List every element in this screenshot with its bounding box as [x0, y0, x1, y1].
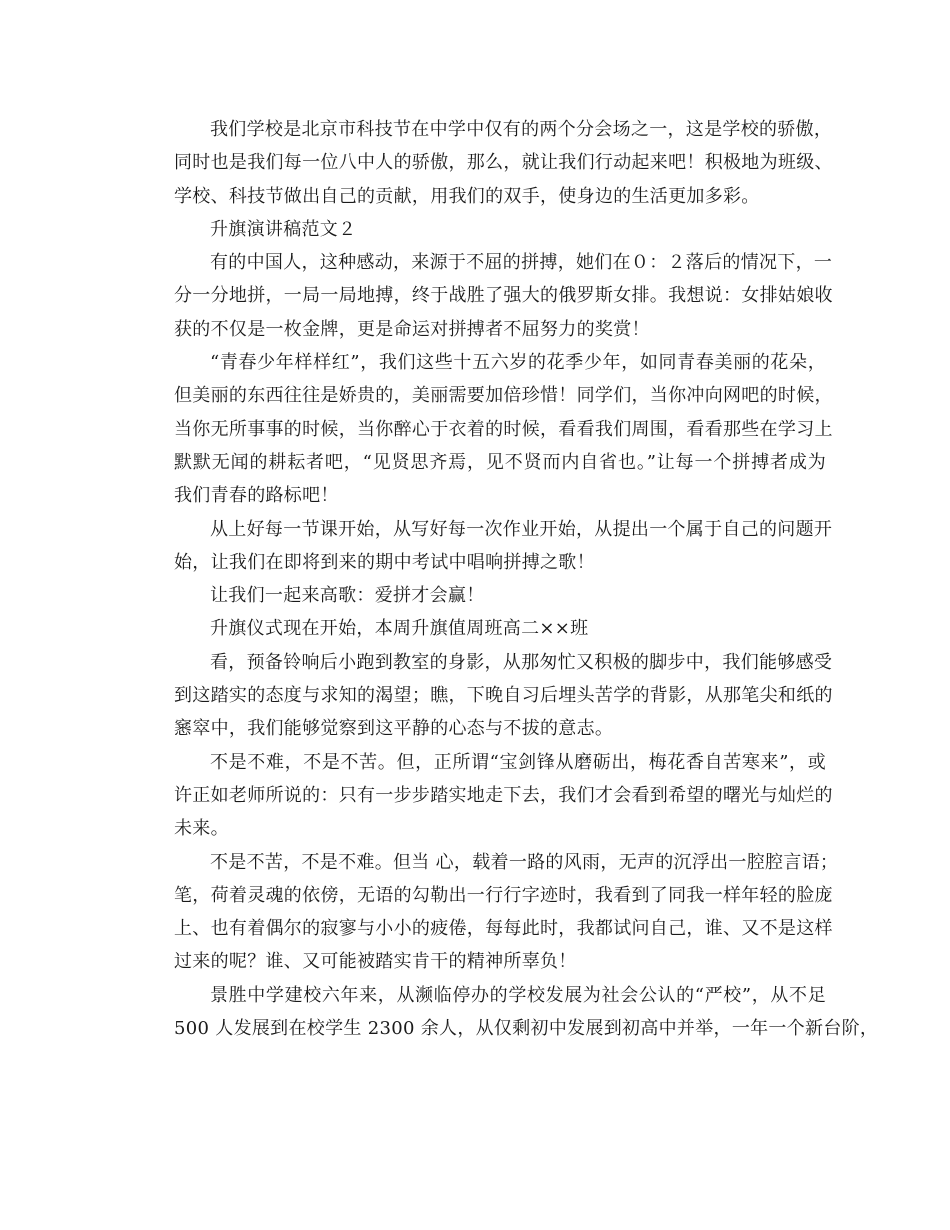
text-line: 从上好每一节课开始，从写好每一次作业开始，从提出一个属于自己的问题开	[210, 518, 833, 540]
text-line: 同时也是我们每一位八中人的骄傲，那么，就让我们行动起来吧！积极地为班级、	[174, 152, 833, 174]
text-line: 窸窣中，我们能够觉察到这平静的心态与不拔的意志。	[174, 718, 614, 740]
text-line: 我们青春的路标吧！	[174, 485, 339, 507]
text-line: 笔，荷着灵魂的依傍，无语的勾勒出一行行字迹时，我看到了同我一样年轻的脸庞	[174, 884, 833, 906]
paragraph	[138, 246, 833, 346]
text-line: 当你无所事事的时候，当你醉心于衣着的时候，看看我们周围，看看那些在学习上	[174, 418, 833, 440]
text-line: 我们学校是北京市科技节在中学中仅有的两个分会场之一，这是学校的骄傲，	[210, 119, 833, 140]
section-heading	[138, 213, 826, 246]
text-line: 升旗仪式现在开始，本周升旗值周班高二××班	[210, 618, 589, 640]
text-line: 上、也有着偶尔的寂寥与小小的疲倦，每每此时，我都试问自己，谁、又不是这样	[174, 918, 833, 940]
text-line: 学校、科技节做出自己的贡献，用我们的双手，使身边的生活更加多彩。	[174, 185, 760, 207]
paragraph	[138, 646, 833, 746]
text-line: 分一分地拼，一局一局地搏，终于战胜了强大的俄罗斯女排。我想说：女排姑娘收	[174, 285, 833, 307]
paragraph	[138, 846, 839, 979]
text-line: 到这踏实的态度与求知的渴望；瞧，下晚自习后埋头苦学的背影，从那笔尖和纸的	[174, 685, 833, 707]
document-body	[138, 113, 879, 1045]
text-line: “青春少年样样红”，我们这些十五六岁的花季少年，如同青春美丽的花朵，	[210, 352, 826, 374]
text-line: 但美丽的东西往往是娇贵的，美丽需要加倍珍惜！同学们，当你冲向网吧的时候，	[174, 385, 833, 407]
text-line: 不是不难，不是不苦。但，正所谓“宝剑锋从磨砺出，梅花香自苦寒来”，或	[210, 751, 826, 773]
paragraph	[138, 979, 879, 1046]
text-line: 500 人发展到在校学生 2300 余人，从仅剩初中发展到初高中并举，一年一个新台阶，	[174, 1018, 879, 1040]
text-line: 景胜中学建校六年来，从濒临停办的学校发展为社会公认的“严校”，从不足	[210, 984, 826, 1006]
text-line: 升旗演讲稿范文２	[210, 218, 357, 240]
text-line: 许正如老师所说的：只有一步步踏实地走下去，我们才会看到希望的曙光与灿烂的	[174, 784, 833, 806]
paragraph	[138, 612, 826, 645]
paragraph	[138, 113, 833, 213]
text-line: 过来的呢？谁、又可能被踏实肯干的精神所辜负！	[174, 951, 577, 973]
text-line: 不是不苦，不是不难。但当 心，载着一路的风雨，无声的沉浮出一腔腔言语；	[210, 851, 839, 873]
paragraph	[138, 513, 833, 580]
text-line: 未来。	[174, 818, 229, 840]
paragraph	[138, 579, 826, 612]
paragraph	[138, 346, 833, 512]
paragraph	[138, 746, 833, 846]
text-line: 让我们一起来高歌：爱拼才会赢！	[210, 585, 485, 607]
text-line: 始，让我们在即将到来的期中考试中唱响拼搏之歌！	[174, 551, 595, 573]
text-line: 有的中国人，这种感动，来源于不屈的拼搏，她们在０：２落后的情况下，一	[210, 252, 833, 274]
text-line: 获的不仅是一枚金牌，更是命运对拼搏者不屈努力的奖赏！	[174, 318, 650, 340]
text-line: 看，预备铃响后小跑到教室的身影，从那匆忙又积极的脚步中，我们能够感受	[210, 651, 833, 673]
text-line: 默默无闻的耕耘者吧，“见贤思齐焉，见不贤而内自省也。”让每一个拼搏者成为	[174, 451, 826, 473]
